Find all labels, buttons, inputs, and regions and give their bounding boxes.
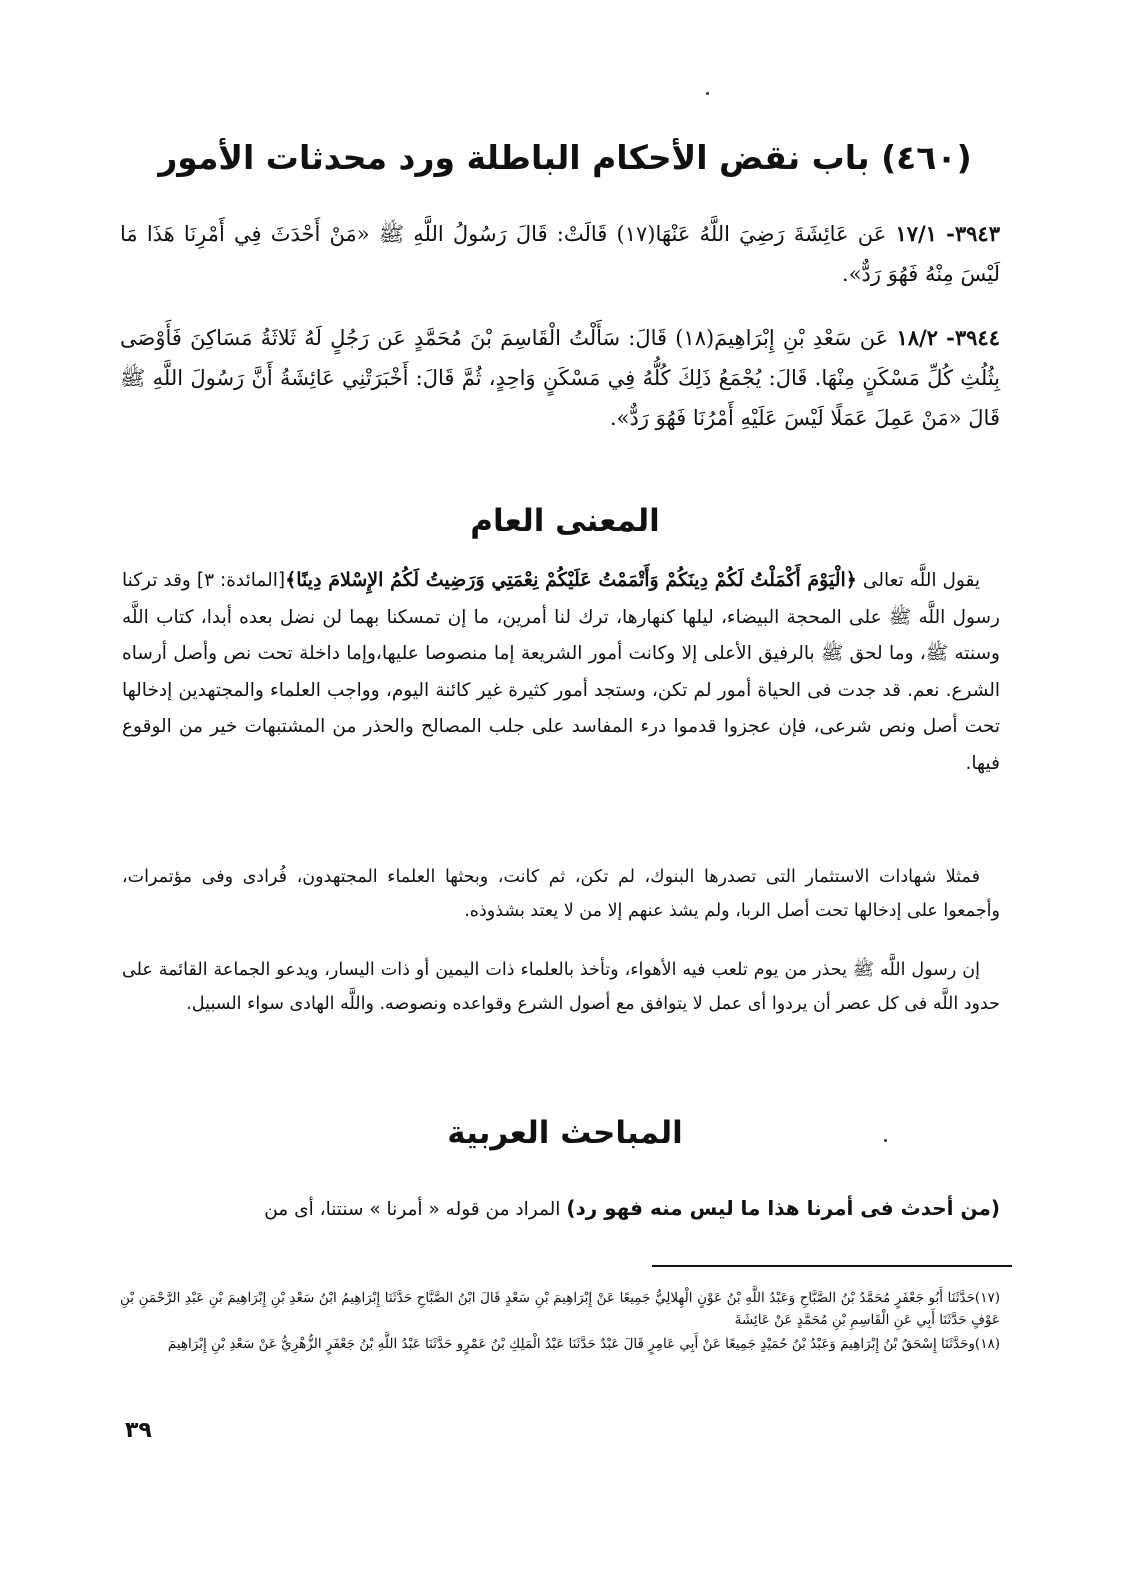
paragraph-body: [المائدة: ٣] وقد تركنا رسول اللَّه ﷺ على المحجة البيضاء، ليلها كنهارها، ترك لنا أمرين، ما إن تمسكنا بهما لن نضل بعده أبدا، كتاب اللَّه وسنته ﷺ، وما لحق ﷺ بالرفيق الأعلى إلا وكانت أمور الشريعة إما منصوصا عليها،وإما داخلة تحت نص وأصل أرساه الشرع. نعم. قد جدت فى الحياة أمور لم تكن، وستجد أمور كثيرة غير كائنة اليوم، وواجب العلماء والمجتهدين إدخالها تحت أصل ونص شرعى، فإن عجزوا قدموا درء المفاسد على جلب المصالح والحذر من المشتبهات خير من الوقوع فيها. [122, 570, 1000, 774]
quran-verse: ﴿الْيَوْمَ أَكْمَلْتُ لَكُمْ دِينَكُمْ وَأَتْمَمْتُ عَلَيْكُمْ نِعْمَتِي وَرَضِيتُ لَكُمُ الإِسْلامَ دِينًا﴾ [285, 569, 857, 591]
hadith-number: ٣٩٤٤- [946, 325, 1000, 350]
paragraph-intro: يقول اللَّه تعالى [856, 570, 980, 591]
hadith-3943 [120, 214, 1000, 294]
footnotes [120, 1287, 1000, 1357]
hadith-reference: ١٧/١ [895, 221, 937, 246]
hadith-text: عَن سَعْدِ بْنِ إِبْرَاهِيمَ(١٨) قَالَ: سَأَلْتُ الْقَاسِمَ بْنَ مُحَمَّدٍ عَن رَجُلٍ لَهُ ثَلاثَةُ مَسَاكِنَ فَأَوْصَى بِثُلُثِ كُلِّ مَسْكَنٍ مِنْهَا. قَالَ: يُجْمَعُ ذَلِكَ كُلُّهُ فِي مَسْكَنٍ وَاحِدٍ، ثُمَّ قَالَ: أَخْبَرَتْنِي عَائِشَةُ أَنَّ رَسُولَ اللَّهِ ﷺ قَالَ «مَنْ عَمِلَ عَمَلًا لَيْسَ عَلَيْهِ أَمْرُنَا فَهُوَ رَدٌّ». [120, 326, 1000, 430]
page-number: ٣٩ [125, 1418, 152, 1443]
paragraph-warning: إن رسول اللَّه ﷺ يحذر من يوم تلعب فيه الأهواء، وتأخذ بالعلماء ذات اليمين أو ذات اليسار، ويدعو الجماعة القائمة على حدود اللَّه فى كل عصر أن يردوا أى عمل لا يتوافق مع أصول الشرع وقواعده ونصوصه. واللَّه الهادى سواء السبيل. [122, 960, 1000, 1014]
footnote-17: (١٧)حَدَّثَنَا أَبُو جَعْفَرٍ مُحَمَّدُ بْنُ الصَّبَّاحِ وَعَبْدُ اللَّهِ بْنُ عَوْنٍ الْهِلالِيُّ جَمِيعًا عَنْ إِبْرَاهِيمَ بْنِ سَعْدٍ قَالَ ابْنُ الصَّبَّاحِ حَدَّثَنَا إِبْرَاهِيمُ ابْنُ سَعْدِ بْنِ إِبْرَاهِيمَ بْنِ عَبْدِ الرَّحْمَنِ بْنِ عَوْفٍ حَدَّثَنَا أَبِي عَنِ الْقَاسِمِ بْنِ مُحَمَّدٍ عَنْ عَائِشَةَ [120, 1290, 1000, 1328]
paragraph-investment-example: فمثلا شهادات الاستثمار التى تصدرها البنوك، لم تكن، ثم كانت، وبحثها العلماء المجتهدون، فُرادى وفى مؤتمرات، وأجمعوا على إدخالها تحت أصل الربا، ولم يشذ عنهم إلا من لا يعتد بشذوذه. [122, 867, 1000, 921]
hadith-reference: ١٨/٢ [896, 325, 938, 350]
chapter-title: (٤٦٠) باب نقض الأحكام الباطلة ورد محدثات الأمور [158, 138, 972, 177]
hadith-phrase-bold: (من أحدث فى أمرنا هذا ما ليس منه فهو رد) [566, 1196, 1000, 1220]
scan-speck [706, 92, 709, 95]
phrase-explanation: المراد من قوله « أمرنا » سنتنا، أى من [264, 1199, 567, 1220]
footnote-divider [652, 1265, 1012, 1267]
hadith-number: ٣٩٤٣- [946, 221, 1000, 246]
section-title-arabic-topics: المباحث العربية [447, 1115, 683, 1151]
hadith-3944 [120, 318, 1000, 438]
footnote-18: (١٨)وحَدَّثَنَا إِسْحَقُ بْنُ إِبْرَاهِيمَ وَعَبْدُ بْنُ حُمَيْدٍ جَمِيعًا عَنْ أَبِي عَامِرٍ قَالَ عَبْدٌ حَدَّثَنَا عَبْدُ الْمَلِكِ بْنُ عَمْرٍو حَدَّثَنَا عَبْدُ اللَّهِ بْنُ جَعْفَرٍ الزُّهْرِيُّ عَنْ سَعْدِ بْنِ إِبْرَاهِيمَ [167, 1336, 1000, 1352]
arabic-topics-first-line [120, 1190, 1000, 1228]
section-title-general-meaning: المعنى العام [470, 503, 660, 539]
paragraph-general-meaning [122, 562, 1000, 782]
hadith-text: عَن عَائِشَةَ رَضِيَ اللَّهُ عَنْهَا(١٧) قَالَتْ: قَالَ رَسُولُ اللَّهِ ﷺ «مَنْ أَحْدَثَ فِي أَمْرِنَا هَذَا مَا لَيْسَ مِنْهُ فَهُوَ رَدٌّ». [120, 222, 1000, 286]
